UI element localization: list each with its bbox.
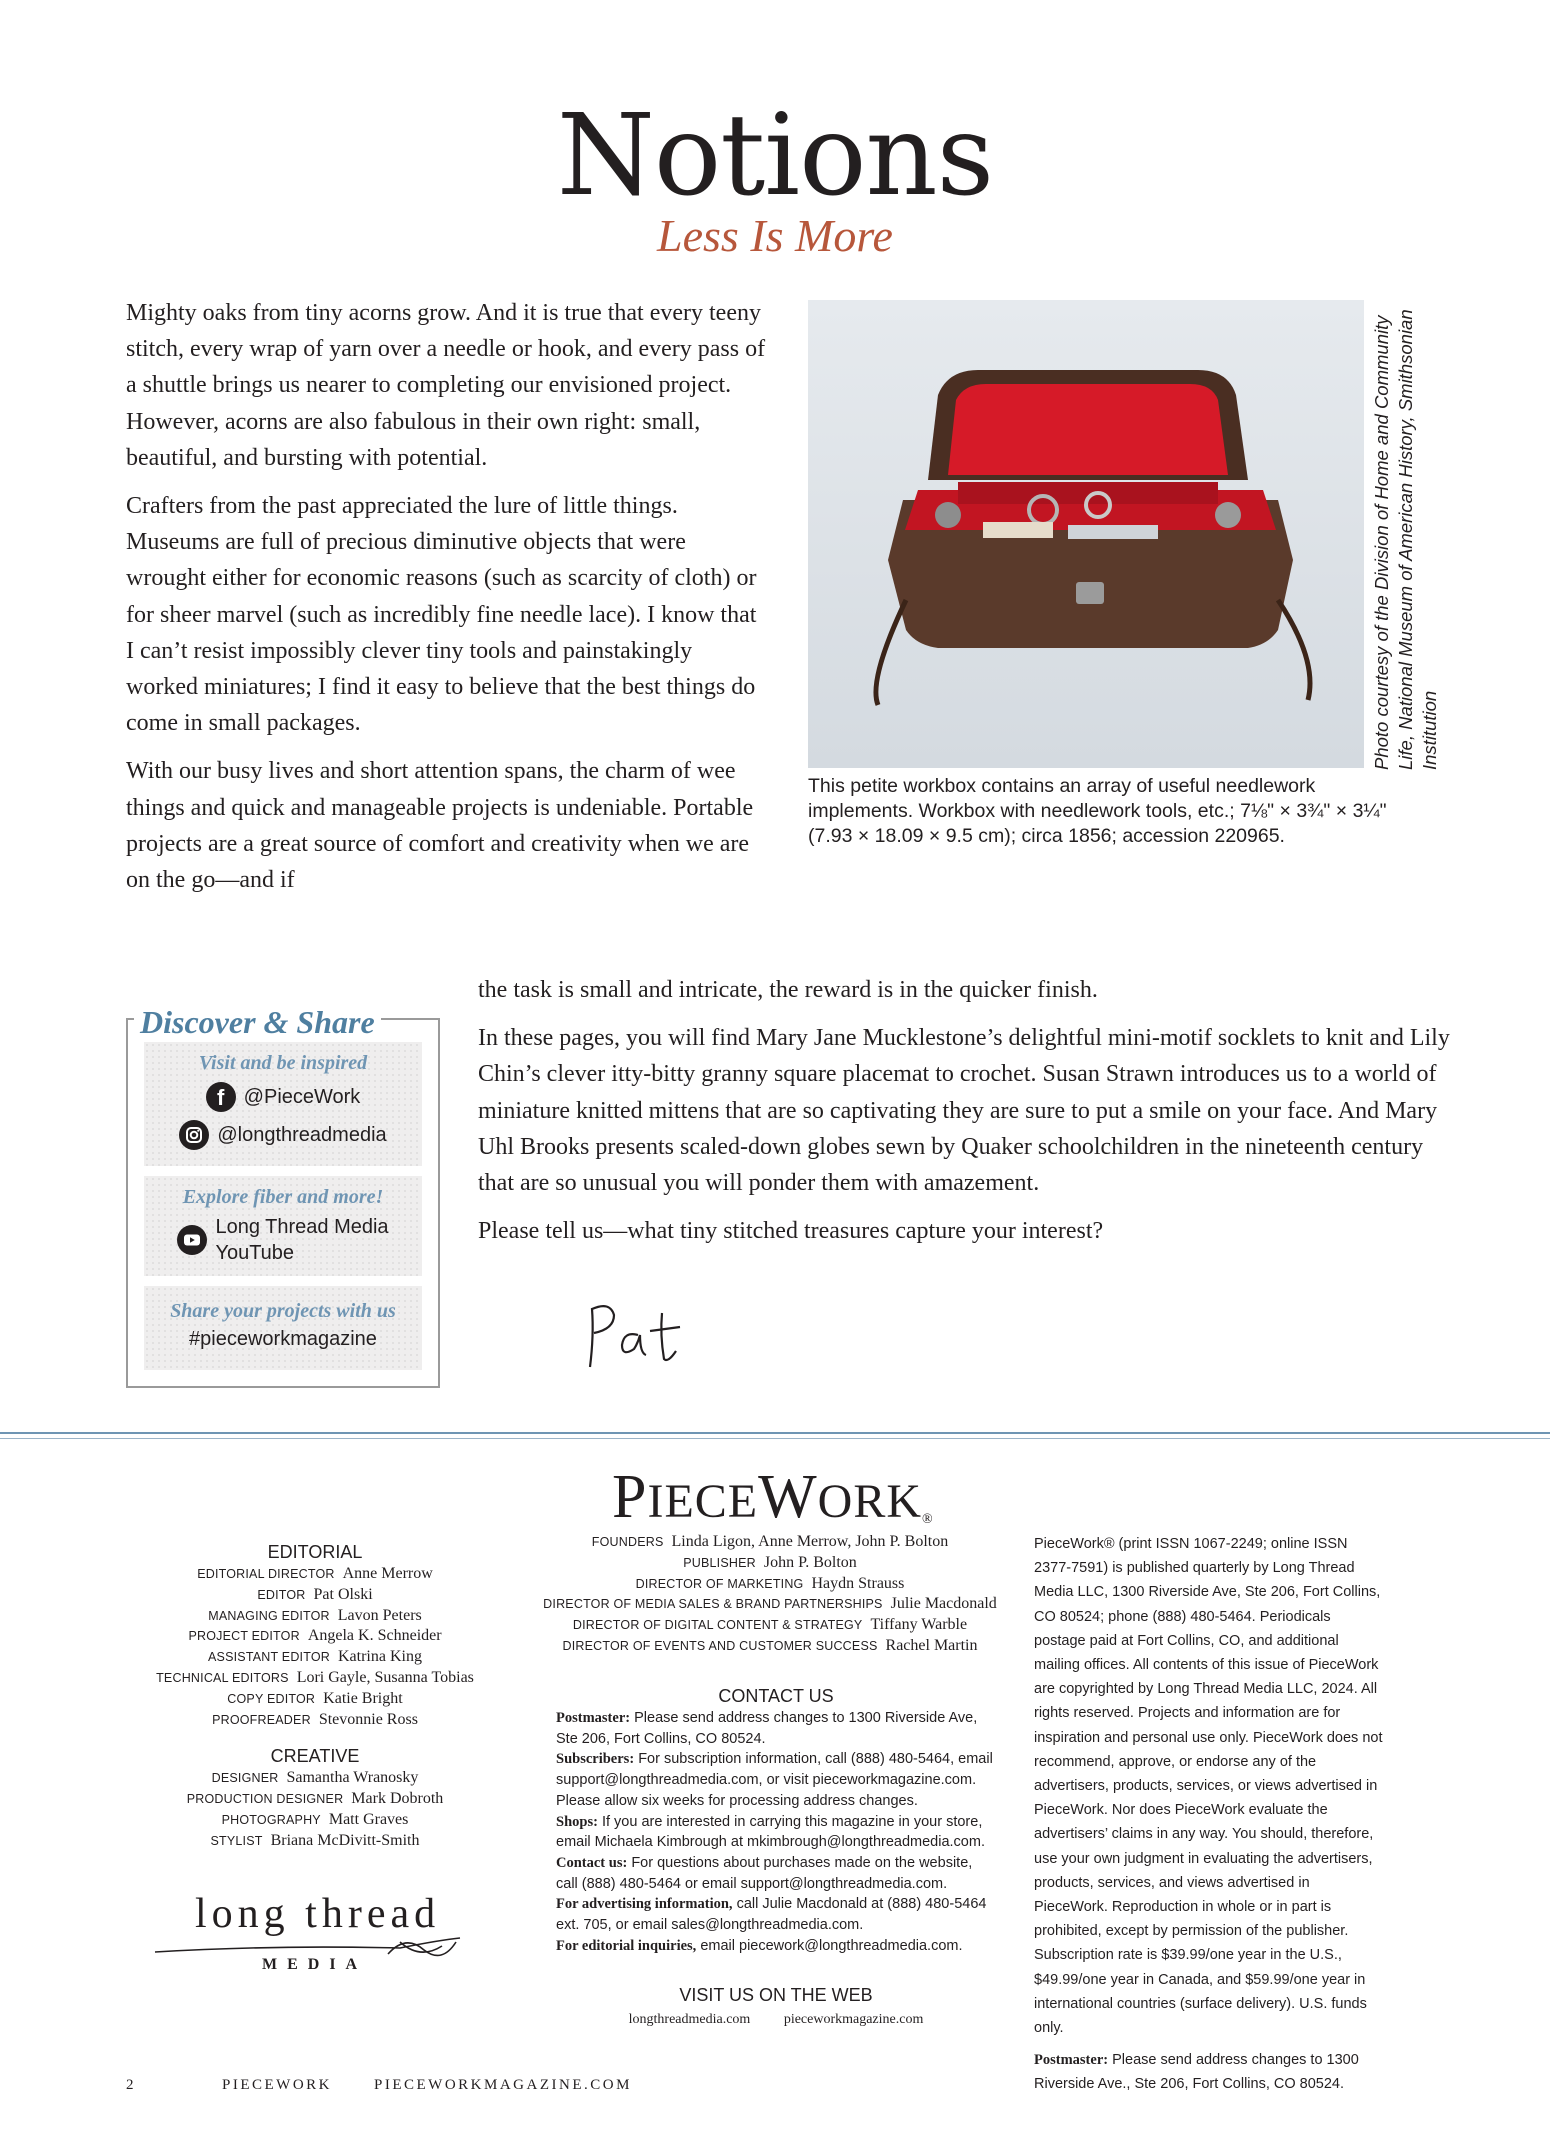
- credit-name: Lori Gayle, Susanna Tobias: [296, 1668, 474, 1686]
- web-heading: VISIT US ON THE WEB: [679, 1985, 873, 2005]
- legal-text: PieceWork® (print ISSN 1067-2249; online ISSN 2377-7591) is published quarterly by Long Thread Media LLC, 1300 Riverside Ave, Ste 206, Fort Collins, CO 80524; phone (888) 480-5464. Periodicals postage paid at Fort Collins, CO, and additional mailing offices. All contents of this issue of PieceWork are copyrighted by Long Thread Media LLC, 2024. All rights reserved. Projects and information are for inspiration and personal use only. PieceWork does not recommend, approve, or endorse any of the advertisers, products, services, or views advertised in PieceWork. Nor does PieceWork evaluate the advertisers’ claims in any way. You should, therefore, use your own judgment in evaluating the advertisers, products, services, and views advertised in PieceWork. Reproduction in whole or in part is prohibited, except by permission of the publisher. Subscription rate is $39.99/one year in the U.S., $49.99/one year in Canada, and $59.99/one year in international countries (surface delivery). U.S. funds only.: [1034, 1536, 1383, 2037]
- contact-text: For subscription information, call (888) 480-5464, email support@longthreadmedia.com, or visit pieceworkmagazine.com. Please allow six weeks for processing address changes.: [556, 1751, 993, 1809]
- piecework-logo: [612, 1462, 934, 1533]
- credit-name: Julie Macdonald: [890, 1595, 997, 1613]
- contact-item: [556, 1708, 996, 1749]
- facebook-handle: @PieceWork: [243, 1086, 361, 1108]
- legal-postmaster: [1034, 2048, 1384, 2096]
- article-paragraph: Crafters from the past appreciated the lure of little things. Museums are full of precious diminutive objects that were wrought either for economic reasons (such as scarcity of cloth) or for sheer marvel (such as incredibly fine needle lace). I know that I can’t resist impossibly clever tiny tools and painstakingly worked miniatures; I find it easy to believe that the best things do come in small packages.: [126, 493, 757, 737]
- business-list: [540, 1532, 1000, 1657]
- credit-role: PROJECT EDITOR: [188, 1629, 300, 1644]
- registered-mark: ®: [922, 1512, 934, 1527]
- credit-role: FOUNDERS: [591, 1535, 664, 1549]
- article-paragraph: Mighty oaks from tiny acorns grow. And it is true that every teeny stitch, every wrap of yarn over a needle or hook, and every pass of a shuttle brings us nearer to completing our envisioned project. However, acorns are also fabulous in their own right: small, beautiful, and bursting with potential.: [126, 300, 766, 471]
- contact-item: [556, 1894, 996, 1935]
- credit-role: TECHNICAL EDITORS: [156, 1670, 289, 1685]
- contact-item: [556, 1853, 996, 1894]
- section-divider: [0, 1432, 1550, 1434]
- credit-row: [150, 1710, 480, 1731]
- photo-credit-text: Photo courtesy of the Division of Home and Community Life, National Museum of American History, Smithsonian Institution: [1371, 309, 1440, 770]
- contact-heading: CONTACT US: [718, 1686, 834, 1706]
- credit-role: COPY EDITOR: [227, 1691, 316, 1706]
- credit-name: Rachel Martin: [885, 1636, 978, 1654]
- editor-signature: [580, 1295, 700, 1375]
- article-lower-column: [478, 972, 1458, 1261]
- contact-item: [556, 1749, 996, 1811]
- credit-role: DIRECTOR OF MARKETING: [635, 1576, 804, 1591]
- contact-label: For editorial inquiries,: [556, 1937, 697, 1954]
- workbox-illustration: [808, 300, 1364, 768]
- visit-heading: Visit and be inspired: [198, 1052, 368, 1074]
- credit-row: [150, 1831, 480, 1852]
- instagram-icon: [179, 1120, 209, 1150]
- page-number: 2: [126, 2077, 136, 2093]
- credit-row: [540, 1594, 1000, 1615]
- legal-postmaster-text: Please send address changes to 1300 Riverside Ave., Ste 206, Fort Collins, CO 80524.: [1034, 2052, 1359, 2093]
- credit-role: DESIGNER: [211, 1771, 279, 1786]
- footer-site: PIECEWORKMAGAZINE.COM: [374, 2077, 632, 2093]
- credit-name: Pat Olski: [313, 1585, 373, 1603]
- contact-details: [556, 1708, 996, 1956]
- share-heading: Share your projects with us: [170, 1300, 396, 1322]
- youtube-line-1: Long Thread Media: [215, 1216, 389, 1238]
- credit-name: Samantha Wranosky: [286, 1769, 419, 1787]
- long-thread-wordmark: long thread: [195, 1891, 441, 1937]
- contact-text: call Julie Macdonald at (888) 480-5464 ext. 705, or email sales@longthreadmedia.com.: [556, 1896, 987, 1934]
- credit-role: EDITORIAL DIRECTOR: [197, 1567, 335, 1581]
- article-left-column: [126, 295, 766, 910]
- credit-name: Lavon Peters: [337, 1606, 422, 1624]
- credit-name: Stevonnie Ross: [318, 1710, 418, 1728]
- signature-drawing: [580, 1295, 700, 1375]
- credit-row: [540, 1636, 1000, 1657]
- credit-row: [150, 1668, 480, 1689]
- youtube-line-2: YouTube: [215, 1242, 295, 1264]
- credit-name: Katie Bright: [323, 1689, 403, 1707]
- masthead-business: [540, 1532, 1000, 1657]
- credit-row: [540, 1553, 1000, 1574]
- contact-list: [556, 1708, 996, 1956]
- credit-role: DIRECTOR OF DIGITAL CONTENT & STRATEGY: [572, 1618, 863, 1633]
- facebook-link[interactable]: [144, 1082, 422, 1112]
- credit-name: John P. Bolton: [763, 1553, 857, 1571]
- discover-share-title: Discover & Share: [134, 1004, 381, 1041]
- credit-row: [150, 1689, 480, 1710]
- share-panel: [144, 1286, 422, 1370]
- credit-role: DIRECTOR OF EVENTS AND CUSTOMER SUCCESS: [562, 1638, 878, 1653]
- contact-text: For questions about purchases made on the website, call (888) 480-5464 or email support@longthreadmedia.com.: [556, 1854, 973, 1892]
- photo-caption: This petite workbox contains an array of useful needlework implements. Workbox with needlework tools, etc.; 7⅛" × 3¾" × 3¼" (7.93 × 18.09 × 9.5 cm); circa 1856; accession 220965.: [808, 775, 1387, 847]
- credit-name: Mark Dobroth: [351, 1790, 444, 1808]
- credit-row: [150, 1585, 480, 1606]
- social-panel: [144, 1042, 422, 1166]
- logo-letter-p: P: [612, 1463, 648, 1531]
- contact-label: For advertising information,: [556, 1896, 733, 1913]
- credit-role: DIRECTOR OF MEDIA SALES & BRAND PARTNERSHIPS: [543, 1597, 883, 1612]
- photo-credit: [1370, 300, 1440, 770]
- credit-row: [540, 1574, 1000, 1595]
- contact-text: If you are interested in carrying this magazine in your store, email Michaela Kimbrough at mkimbrough@longthreadmedia.com.: [556, 1813, 985, 1851]
- footer-magazine: PIECEWORK: [222, 2077, 332, 2093]
- credit-row: [150, 1647, 480, 1668]
- credit-row: [150, 1768, 480, 1789]
- credit-role: PHOTOGRAPHY: [221, 1812, 321, 1827]
- contact-text: email piecework@longthreadmedia.com.: [700, 1937, 963, 1954]
- credit-row: [540, 1615, 1000, 1636]
- creative-list: [150, 1768, 480, 1851]
- credit-row: [150, 1810, 480, 1831]
- credit-name: Linda Ligon, Anne Merrow, John P. Bolton: [671, 1533, 949, 1550]
- contact-label: Shops:: [556, 1813, 598, 1830]
- masthead-editorial: [150, 1540, 480, 1852]
- legal-postmaster-label: Postmaster:: [1034, 2052, 1109, 2069]
- contact-label: Postmaster:: [556, 1710, 631, 1726]
- credit-row: [150, 1564, 480, 1585]
- page-footer: [126, 2077, 632, 2094]
- article-paragraph: In these pages, you will find Mary Jane Mucklestone’s delightful mini-motif socklets to knit and Lily Chin’s clever itty-bitty granny square placemat to crochet. Susan Strawn introduces us to a world of miniature knitted mittens that are so captivating they are sure to put a smile on your face. And Mary Uhl Brooks presents scaled-down globes sewn by Quaker schoolchildren in the nineteenth century that are so unusual you will ponder them with amazement.: [478, 1025, 1450, 1197]
- explore-heading: Explore fiber and more!: [182, 1186, 384, 1208]
- credit-row: [150, 1626, 480, 1647]
- longthread-link[interactable]: longthreadmedia.com: [628, 2012, 751, 2027]
- masthead-legal: [1034, 1532, 1384, 2097]
- credit-name: Katrina King: [338, 1648, 422, 1666]
- editorial-list: [150, 1564, 480, 1730]
- hashtag: #pieceworkmagazine: [189, 1328, 377, 1350]
- youtube-icon: [177, 1225, 207, 1255]
- contact-text: Please send address changes to 1300 Riverside Ave, Ste 206, Fort Collins, CO 80524.: [556, 1710, 978, 1747]
- workbox-photo: [808, 300, 1364, 768]
- credit-row: [150, 1606, 480, 1627]
- section-divider-thin: [0, 1438, 1550, 1439]
- youtube-panel: [144, 1176, 422, 1276]
- credit-role: MANAGING EDITOR: [208, 1608, 330, 1623]
- instagram-handle: @longthreadmedia: [217, 1124, 387, 1146]
- page-title: Notions: [556, 91, 994, 221]
- credit-name: Angela K. Schneider: [307, 1627, 442, 1645]
- creative-heading: CREATIVE: [270, 1746, 360, 1767]
- credit-role: EDITOR: [257, 1587, 306, 1602]
- article-paragraph: Please tell us—what tiny stitched treasures capture your interest?: [478, 1218, 1104, 1245]
- credit-role: STYLIST: [210, 1833, 263, 1848]
- facebook-icon: f: [206, 1082, 236, 1112]
- credit-role: PUBLISHER: [683, 1555, 756, 1570]
- article-paragraph: With our busy lives and short attention spans, the charm of wee things and quick and manageable projects is undeniable. Portable projects are a great source of comfort and creativity when we are on the go—and if: [126, 758, 754, 894]
- credit-name: Tiffany Warble: [870, 1616, 968, 1634]
- logo-letter-w: W: [758, 1463, 818, 1531]
- discover-share-box: [126, 1018, 440, 1388]
- credit-name: Briana McDivitt-Smith: [270, 1831, 420, 1849]
- credit-name: Anne Merrow: [342, 1565, 433, 1582]
- credit-row: [150, 1789, 480, 1810]
- credit-row: [540, 1532, 1000, 1553]
- credit-name: Haydn Strauss: [811, 1574, 905, 1592]
- contact-item: [556, 1936, 996, 1957]
- youtube-link[interactable]: [144, 1214, 422, 1266]
- credit-role: ASSISTANT EDITOR: [208, 1650, 330, 1665]
- page-subtitle: Less Is More: [657, 210, 893, 261]
- contact-label: Contact us:: [556, 1854, 628, 1871]
- logo-ork: ORK: [817, 1475, 922, 1528]
- piecework-link[interactable]: pieceworkmagazine.com: [783, 2012, 924, 2027]
- youtube-text: [215, 1214, 388, 1266]
- contact-label: Subscribers:: [556, 1751, 635, 1768]
- credit-role: PROOFREADER: [212, 1712, 311, 1727]
- credit-name: Matt Graves: [328, 1810, 409, 1828]
- long-thread-media-label: MEDIA: [262, 1956, 368, 1973]
- instagram-link[interactable]: [144, 1120, 422, 1150]
- web-links: [556, 2012, 996, 2028]
- contact-item: [556, 1812, 996, 1853]
- credit-role: PRODUCTION DESIGNER: [186, 1792, 344, 1807]
- logo-iece: IECE: [647, 1475, 759, 1528]
- editorial-heading: EDITORIAL: [267, 1542, 363, 1562]
- article-paragraph: the task is small and intricate, the reward is in the quicker finish.: [478, 977, 1098, 1003]
